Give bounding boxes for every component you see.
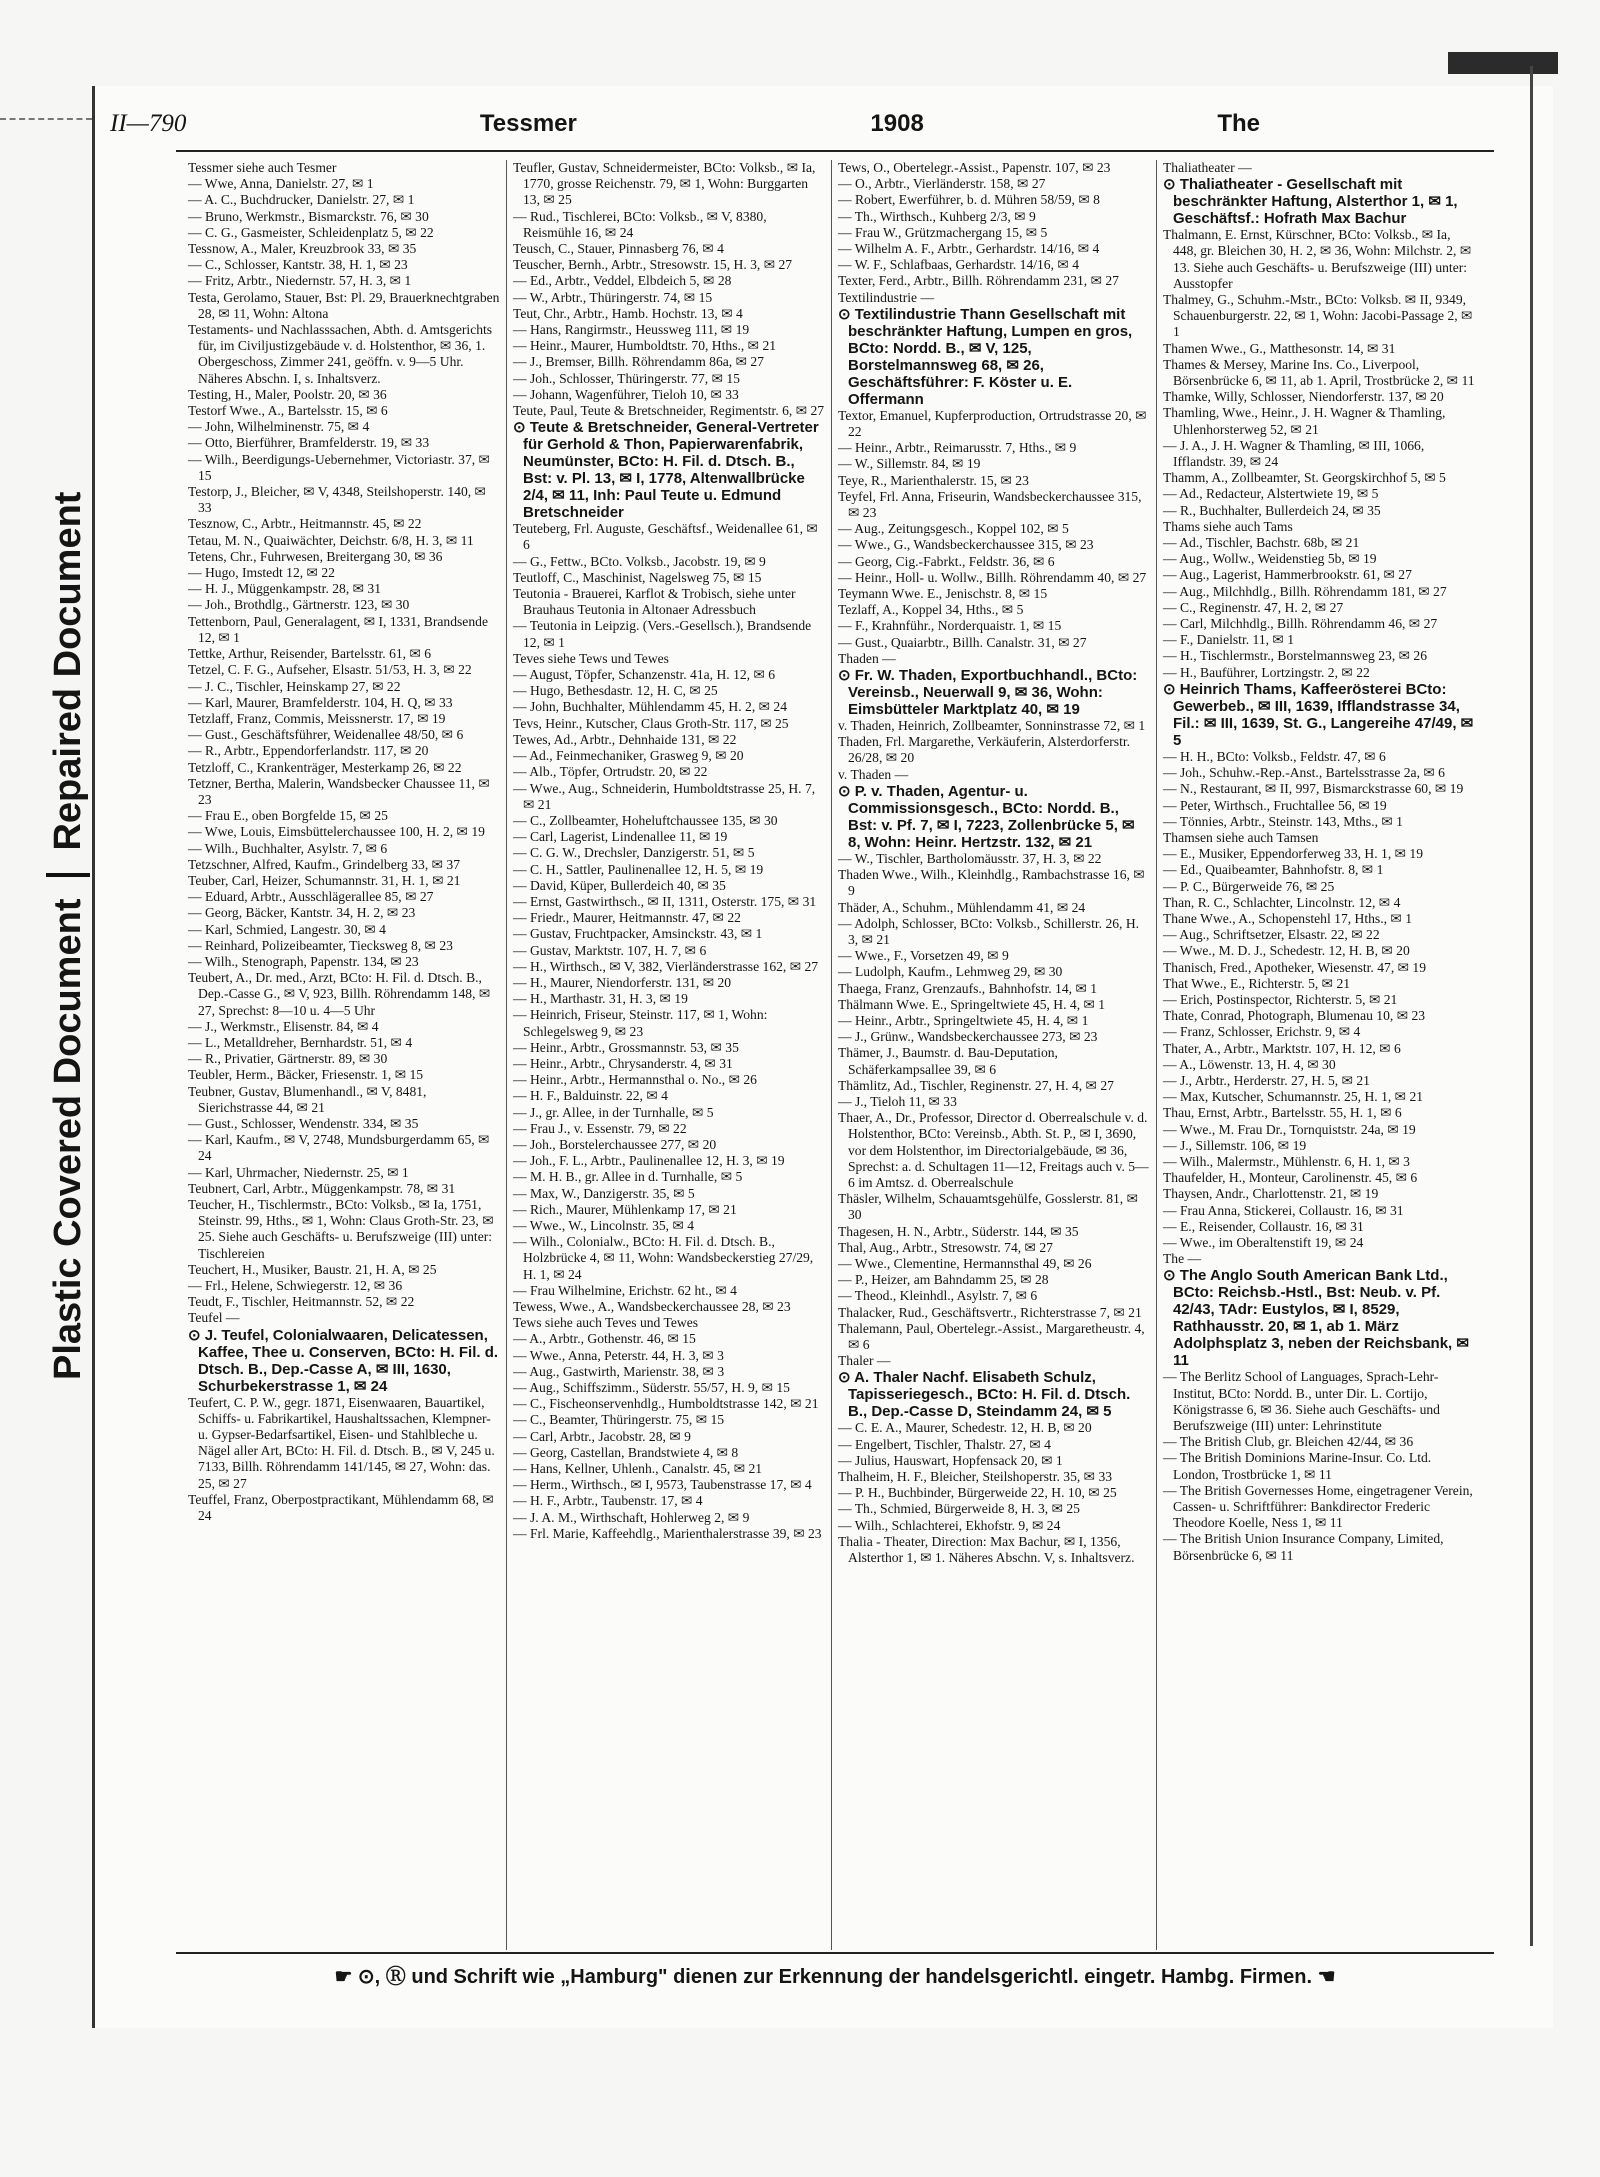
directory-entry: — H. J., Müggenkampstr. 28, ✉ 31 — [188, 581, 382, 597]
directory-entry: — H. H., BCto: Volksb., Feldstr. 47, ✉ 6 — [1163, 748, 1386, 764]
directory-entry: — The British Club, gr. Bleichen 42/44, ✉ 36 — [1163, 1434, 1414, 1450]
directory-entry: — O., Arbtr., Vierländerstr. 158, ✉ 27 — [838, 176, 1046, 192]
directory-entry: — W., Sillemstr. 84, ✉ 19 — [838, 456, 981, 472]
directory-entry: — C. G. W., Drechsler, Danzigerstr. 51, ✉ 5 — [513, 845, 755, 861]
directory-entry: Thames & Mersey, Marine Ins. Co., Liverpool, Börsenbrücke 6, ✉ 11, ab 1. April, Trostbrücke 2, ✉ 11 — [1163, 356, 1475, 389]
directory-entry: — Hans, Kellner, Uhlenh., Canalstr. 45, ✉ 21 — [513, 1461, 763, 1477]
directory-entry: — Heinr., Arbtr., Grossmannstr. 53, ✉ 35 — [513, 1039, 739, 1055]
directory-entry: — Wwe., F., Vorsetzen 49, ✉ 9 — [838, 948, 1009, 964]
directory-entry: Thal, Aug., Arbtr., Stresowstr. 74, ✉ 27 — [838, 1239, 1053, 1255]
directory-entry: ⊙ Fr. W. Thaden, Exportbuchhandl., BCto: Vereinsb., Neuerwall 9, ✉ 36, Wohn: Eimsbütteler Marktplatz 40, ✉ 19 — [838, 667, 1138, 719]
directory-entry: — E., Reisender, Collaustr. 16, ✉ 31 — [1163, 1218, 1364, 1234]
directory-entry: Teufert, C. P. W., gegr. 1871, Eisenwaaren, Bauartikel, Schiffs- u. Fabrikartikel, Haushaltssachen, Klempner- u. Gypser-Bedarfsartikel, Eisen- und Stahlbleche u. Nägel aller Art, BCto: H. Fil. d. Dtsch. B., ✉ V, 245 u. 7133, Billh. Röhrendamm 141/145, ✉ 27, Wohn: das. 25, ✉ 27 — [188, 1394, 495, 1491]
directory-entry: — Alb., Töpfer, Ortrudstr. 20, ✉ 22 — [513, 764, 708, 780]
side-label-top: Repaired Document — [46, 491, 89, 851]
directory-entry: Teucher, H., Tischlermstr., BCto: Volksb., ✉ Ia, 1751, Steinstr. 99, Hths., ✉ 1, Wohn: Claus Groth-Str. 23, ✉ 25. Siehe auch Geschäfts- u. Berufszweige (III) unter: Tischlereien — [188, 1197, 494, 1261]
directory-entry: Tettke, Arthur, Reisender, Bartelsstr. 61, ✉ 6 — [188, 646, 432, 662]
directory-entry: — Georg, Castellan, Brandstwiete 4, ✉ 8 — [513, 1444, 739, 1460]
directory-entry: — Gust., Schlosser, Wendenstr. 334, ✉ 35 — [188, 1115, 419, 1131]
directory-entry: — August, Töpfer, Schanzenstr. 41a, H. 12, ✉ 6 — [513, 667, 776, 683]
directory-entry: Thaer, A., Dr., Professor, Director d. Oberrealschule v. d. Holstenthor, BCto: Vereinsb., Abth. St. P., ✉ I, 3690, vor dem Holstenthor, im Directorialgebäude, ✉ 36, Sprechst: a. d. Schultagen 11—12, Freitags auch v. 5—6 im Amtsz. d. Oberrealschule — [838, 1110, 1149, 1190]
directory-entry: Thalia - Theater, Direction: Max Bachur, ✉ I, 1356, Alsterthor 1, ✉ 1. Näheres Abschn. V, s. Inhaltsverz. — [838, 1533, 1135, 1566]
directory-entry: — A., Löwenstr. 13, H. 4, ✉ 30 — [1163, 1056, 1336, 1072]
directory-entry: — Tönnies, Arbtr., Steinstr. 143, Mths., ✉ 1 — [1163, 813, 1403, 829]
cut-line — [0, 118, 92, 120]
directory-entry: Than, R. C., Schlachter, Lincolnstr. 12, ✉ 4 — [1163, 894, 1401, 910]
directory-entry: Thalemann, Paul, Obertelegr.-Assist., Margaretheustr. 4, ✉ 6 — [838, 1320, 1145, 1352]
side-label-bottom: Plastic Covered Document — [46, 898, 89, 1380]
directory-entry: — Joh., Schlosser, Thüringerstr. 77, ✉ 15 — [513, 370, 740, 386]
directory-entry: — H., Bauführer, Lortzingstr. 2, ✉ 22 — [1163, 664, 1370, 680]
directory-entry: — N., Restaurant, ✉ II, 997, Bismarckstrasse 60, ✉ 19 — [1163, 781, 1464, 797]
directory-columns — [182, 160, 1482, 1950]
directory-entry: Thämer, J., Baumstr. d. Bau-Deputation, Schäferkampsallee 39, ✉ 6 — [838, 1045, 1058, 1077]
directory-entry: — Carl, Milchhdlg., Billh. Röhrendamm 46, ✉ 27 — [1163, 616, 1438, 632]
directory-entry: — Friedr., Maurer, Heitmannstr. 47, ✉ 22 — [513, 910, 741, 926]
directory-entry: — Frau Wilhelmine, Erichstr. 62 ht., ✉ 4 — [513, 1282, 737, 1298]
directory-entry: — Hugo, Bethesdastr. 12, H. C, ✉ 25 — [513, 683, 718, 699]
directory-entry: — Franz, Schlosser, Erichstr. 9, ✉ 4 — [1163, 1024, 1361, 1040]
directory-entry: — J., gr. Allee, in der Turnhalle, ✉ 5 — [513, 1104, 714, 1120]
directory-entry: Tettenborn, Paul, Generalagent, ✉ I, 1331, Brandsende 12, ✉ 1 — [188, 613, 488, 645]
directory-entry: — J., Grünw., Wandsbeckerchaussee 273, ✉ 23 — [838, 1029, 1098, 1045]
directory-entry: That Wwe., E., Richterstr. 5, ✉ 21 — [1163, 975, 1351, 991]
footer-note: ☛ ⊙, Ⓡ und Schrift wie „Hamburg" dienen zur Erkennung der handelsgerichtl. eingetr. Hambg. Firmen. ☚ — [176, 1952, 1494, 1989]
header-rule — [176, 150, 1494, 152]
directory-entry: — J., Werkmstr., Elisenstr. 84, ✉ 4 — [188, 1018, 379, 1034]
directory-entry: — Engelbert, Tischler, Thalstr. 27, ✉ 4 — [838, 1436, 1051, 1452]
directory-entry: ⊙ The Anglo South American Bank Ltd., BCto: Reichsb.-Hstl., Bst: Neub. v. Pf. 42/43, TAdr: Eustylos, ✉ I, 8529, Rathhausstr. 20, ✉ 1, ab 1. März Adolphsplatz 3, neben der Reichsbank, ✉ 11 — [1163, 1267, 1469, 1370]
directory-entry: Tetzloff, C., Krankenträger, Mesterkamp 26, ✉ 22 — [188, 759, 462, 775]
directory-entry: — Wwe., M. D. J., Schedestr. 12, H. B, ✉ 20 — [1163, 943, 1410, 959]
directory-entry: — The Berlitz School of Languages, Sprach-Lehr-Institut, BCto: Nordd. B., unter Dir. L. Cortijo, Königstrasse 6, ✉ 36. Siehe auch Geschäfts- und Berufszweige (III) unter: Lehrinstitute — [1163, 1369, 1440, 1433]
directory-entry: — J. A., J. H. Wagner & Thamling, ✉ III, 1066, Ifflandstr. 39, ✉ 24 — [1163, 437, 1425, 470]
directory-entry: — A., Arbtr., Gothenstr. 46, ✉ 15 — [513, 1331, 696, 1347]
directory-entry: — Wwe, Louis, Eimsbüttelerchaussee 100, H. 2, ✉ 19 — [188, 824, 485, 840]
directory-entry: — R., Buchhalter, Bullerdeich 24, ✉ 35 — [1163, 502, 1381, 518]
directory-entry: — H., Tischlermstr., Borstelmannsweg 23, ✉ 26 — [1163, 648, 1428, 664]
directory-entry: Thamke, Willy, Schlosser, Niendorferstr. 137, ✉ 20 — [1163, 389, 1444, 405]
directory-entry: — Th., Wirthsch., Kuhberg 2/3, ✉ 9 — [838, 208, 1036, 224]
directory-entry: — Wwe, Anna, Danielstr. 27, ✉ 1 — [188, 176, 374, 192]
directory-entry: Teuscher, Bernh., Arbtr., Stresowstr. 15, H. 3, ✉ 27 — [513, 257, 793, 273]
directory-entry: Thamm, A., Zollbeamter, St. Georgskirchhof 5, ✉ 5 — [1163, 470, 1446, 486]
directory-entry: Tewess, Wwe., A., Wandsbeckerchaussee 28, ✉ 23 — [513, 1299, 791, 1314]
directory-entry: — P. C., Bürgerweide 76, ✉ 25 — [1163, 878, 1335, 894]
directory-entry: — H. F., Arbtr., Taubenstr. 17, ✉ 4 — [513, 1493, 703, 1509]
directory-entry: — Ed., Arbtr., Veddel, Elbdeich 5, ✉ 28 — [513, 273, 732, 289]
directory-entry: — Gust., Quaiarbtr., Billh. Canalstr. 31, ✉ 27 — [838, 634, 1087, 650]
directory-entry: — H., Maurer, Niendorferstr. 131, ✉ 20 — [513, 974, 732, 990]
directory-entry: Teusch, C., Stauer, Pinnasberg 76, ✉ 4 — [513, 241, 724, 257]
directory-entry: Tessmer siehe auch Tesmer — [188, 160, 337, 175]
directory-entry: — Frau J., v. Essenstr. 79, ✉ 22 — [513, 1120, 687, 1136]
directory-entry: Tetzner, Bertha, Malerin, Wandsbecker Chaussee 11, ✉ 23 — [188, 775, 490, 807]
directory-entry: — C., Zollbeamter, Hoheluftchaussee 135, ✉ 30 — [513, 812, 778, 828]
directory-entry: ⊙ P. v. Thaden, Agentur- u. Commissionsgesch., BCto: Nordd. B., Bst: v. Pf. 7, ✉ I, 7223, Zollenbrücke 5, ✉ 8, Wohn: Heinr. Hertzstr. 132, ✉ 21 — [838, 782, 1135, 851]
directory-entry: Thaden Wwe., Wilh., Kleinhdlg., Rambachstrasse 16, ✉ 9 — [838, 867, 1145, 899]
directory-entry: Teubler, Herm., Bäcker, Friesenstr. 1, ✉ 15 — [188, 1067, 424, 1083]
directory-entry: Teuchert, H., Musiker, Baustr. 21, H. A, ✉ 25 — [188, 1261, 437, 1277]
directory-entry: — Gust., Geschäftsführer, Weidenallee 48/50, ✉ 6 — [188, 727, 464, 743]
directory-entry: Thaliatheater — — [1163, 160, 1252, 175]
directory-entry: — Wwe., W., Lincolnstr. 35, ✉ 4 — [513, 1217, 695, 1233]
directory-entry: — Hans, Rangirmstr., Heussweg 111, ✉ 19 — [513, 322, 750, 338]
directory-entry: — Wilh., Stenograph, Papenstr. 134, ✉ 23 — [188, 953, 419, 969]
directory-entry: — P. H., Buchbinder, Bürgerweide 22, H. 10, ✉ 25 — [838, 1485, 1117, 1501]
directory-entry: Thagesen, H. N., Arbtr., Süderstr. 144, ✉ 35 — [838, 1223, 1079, 1239]
directory-entry: — A. C., Buchdrucker, Danielstr. 27, ✉ 1 — [188, 192, 415, 208]
directory-entry: Thanisch, Fred., Apotheker, Wiesenstr. 47, ✉ 19 — [1163, 959, 1426, 975]
directory-entry: — Fritz, Arbtr., Niedernstr. 57, H. 3, ✉ 1 — [188, 273, 412, 289]
directory-entry: — David, Küper, Bullerdeich 40, ✉ 35 — [513, 877, 726, 893]
directory-entry: — Ad., Feinmechaniker, Grasweg 9, ✉ 20 — [513, 748, 744, 764]
directory-entry: — Wilh., Colonialw., BCto: H. Fil. d. Dtsch. B., Holzbrücke 4, ✉ 11, Wohn: Wandsbeckerstieg 27/29, H. 1, ✉ 24 — [513, 1234, 814, 1282]
directory-entry: Thaega, Franz, Grenzaufs., Bahnhofstr. 14, ✉ 1 — [838, 980, 1098, 996]
directory-entry: Texter, Ferd., Arbtr., Billh. Röhrendamm 231, ✉ 27 — [838, 273, 1119, 289]
side-label — [38, 140, 98, 1380]
directory-entry: — Aug., Wollw., Weidenstieg 5b, ✉ 19 — [1163, 551, 1377, 567]
directory-entry: Testa, Gerolamo, Stauer, Bst: Pl. 29, Brauerknechtgraben 28, ✉ 11, Wohn: Altona — [188, 289, 500, 321]
directory-entry: Tewes, Ad., Arbtr., Dehnhaide 131, ✉ 22 — [513, 731, 737, 747]
directory-entry: Thamen Wwe., G., Matthesonstr. 14, ✉ 31 — [1163, 340, 1396, 356]
directory-entry: — H., Marthastr. 31, H. 3, ✉ 19 — [513, 991, 688, 1007]
directory-entry: Testing, H., Maler, Poolstr. 20, ✉ 36 — [188, 386, 387, 402]
directory-entry: ⊙ Teute & Bretschneider, General-Vertreter für Gerhold & Thon, Papierwarenfabrik, Neumünster, BCto: H. Fil. d. Dtsch. B., Bst: v. Pl. 13, ✉ I, 1778, Altenwallbrücke 2/4, ✉ 11, Inh: Paul Teute u. Edmund Bretschneider — [513, 419, 819, 522]
directory-entry: — Gustav, Fruchtpacker, Amsinckstr. 43, ✉ 1 — [513, 926, 763, 942]
directory-entry: — F., Krahnführ., Norderquaistr. 1, ✉ 15 — [838, 618, 1062, 634]
page-number: II—790 — [110, 110, 187, 137]
directory-entry: — G., Fettw., BCto. Volksb., Jacobstr. 19, ✉ 9 — [513, 553, 766, 569]
directory-entry: — Teutonia in Leipzig. (Vers.-Gesellsch.), Brandsende 12, ✉ 1 — [513, 618, 812, 650]
directory-entry: Teymann Wwe. E., Jenischstr. 8, ✉ 15 — [838, 586, 1048, 602]
directory-entry: Teuber, Carl, Heizer, Schumannstr. 31, H. 1, ✉ 21 — [188, 872, 461, 888]
directory-entry: — Peter, Wirthsch., Fruchtallee 56, ✉ 19 — [1163, 797, 1387, 813]
directory-entry: Thaysen, Andr., Charlottenstr. 21, ✉ 19 — [1163, 1186, 1379, 1202]
directory-entry: — Gustav, Marktstr. 107, H. 7, ✉ 6 — [513, 942, 707, 958]
directory-entry: — C. E. A., Maurer, Schedestr. 12, H. B, ✉ 20 — [838, 1420, 1092, 1436]
directory-entry: — Georg, Cig.-Fabrkt., Feldstr. 36, ✉ 6 — [838, 553, 1055, 569]
directory-entry: — Wilhelm A. F., Arbtr., Gerhardstr. 14/16, ✉ 4 — [838, 241, 1100, 257]
directory-entry: — Karl, Kaufm., ✉ V, 2748, Mundsburgerdamm 65, ✉ 24 — [188, 1132, 490, 1164]
directory-entry: Thäder, A., Schuhm., Mühlendamm 41, ✉ 24 — [838, 899, 1086, 915]
directory-entry: Thalacker, Rud., Geschäftsvertr., Richterstrasse 7, ✉ 21 — [838, 1304, 1142, 1320]
directory-entry: — Ad., Tischler, Bachstr. 68b, ✉ 21 — [1163, 535, 1360, 551]
directory-entry: — Joh., Borstelerchaussee 277, ✉ 20 — [513, 1136, 717, 1152]
directory-entry: Thater, A., Arbtr., Marktstr. 107, H. 12, ✉ 6 — [1163, 1040, 1401, 1056]
directory-entry: — Wwe., G., Wandsbeckerchaussee 315, ✉ 23 — [838, 537, 1094, 553]
directory-entry: — Erich, Postinspector, Richterstr. 5, ✉ 21 — [1163, 991, 1398, 1007]
directory-entry: — Hugo, Imstedt 12, ✉ 22 — [188, 565, 335, 581]
directory-entry: — Wilh., Malermstr., Mühlenstr. 6, H. 1, ✉ 3 — [1163, 1153, 1410, 1169]
directory-entry: Thaden — — [838, 650, 896, 666]
directory-entry: Thaden, Frl. Margarethe, Verkäuferin, Alsterdorferstr. 26/28, ✉ 20 — [838, 734, 1131, 766]
directory-entry: — Frau E., oben Borgfelde 15, ✉ 25 — [188, 808, 388, 824]
directory-entry: Teufler, Gustav, Schneidermeister, BCto: Volksb., ✉ Ia, 1770, grosse Reichenstr. 79, ✉ 1, Wohn: Burggarten 13, ✉ 25 — [513, 160, 816, 208]
directory-entry: Tetens, Chr., Fuhrwesen, Breitergang 30, ✉ 36 — [188, 548, 443, 564]
directory-entry: — Joh., F. L., Arbtr., Paulinenallee 12, H. 3, ✉ 19 — [513, 1153, 785, 1169]
directory-entry: ⊙ Heinrich Thams, Kaffeerösterei BCto: Gewerbeb., ✉ III, 1639, Ifflandstrasse 34, Fil.: ✉ III, 1639, St. G., Langereihe 47/49, ✉ 5 — [1163, 680, 1474, 749]
directory-entry: — F., Danielstr. 11, ✉ 1 — [1163, 632, 1295, 648]
directory-entry: — John, Wilhelminenstr. 75, ✉ 4 — [188, 419, 370, 435]
directory-entry: — Ad., Redacteur, Alstertwiete 19, ✉ 5 — [1163, 486, 1379, 502]
directory-entry: — Aug., Schriftsetzer, Elsastr. 22, ✉ 22 — [1163, 927, 1380, 943]
directory-entry: Thalheim, H. F., Bleicher, Steilshoperstr. 35, ✉ 33 — [838, 1469, 1113, 1484]
directory-entry: — Reinhard, Polizeibeamter, Tiecksweg 8, ✉ 23 — [188, 937, 453, 953]
directory-entry: Teute, Paul, Teute & Bretschneider, Regimentstr. 6, ✉ 27 — [513, 403, 825, 419]
directory-entry: — Aug., Milchhdlg., Billh. Röhrendamm 181, ✉ 27 — [1163, 583, 1447, 599]
directory-entry: — Heinr., Arbtr., Reimarusstr. 7, Hths., ✉ 9 — [838, 440, 1077, 456]
directory-entry: — John, Buchhalter, Mühlendamm 45, H. 2, ✉ 24 — [513, 699, 788, 715]
directory-entry: — W., Tischler, Bartholomäusstr. 37, H. 3, ✉ 22 — [838, 850, 1102, 866]
directory-entry: Tevs, Heinr., Kutscher, Claus Groth-Str. 117, ✉ 25 — [513, 715, 789, 731]
directory-entry: Thalmann, E. Ernst, Kürschner, BCto: Volksb., ✉ Ia, 448, gr. Bleichen 30, H. 2, ✉ 36, Wohn: Milchstr. 2, ✉ 13. Siehe auch Geschäfts- u. Berufszweige (III) unter: Ausstopfer — [1163, 227, 1472, 291]
page-tab — [1448, 52, 1558, 74]
directory-entry: Tews, O., Obertelegr.-Assist., Papenstr. 107, ✉ 23 — [838, 160, 1111, 175]
directory-entry: Thaufelder, H., Monteur, Carolinenstr. 45, ✉ 6 — [1163, 1170, 1418, 1186]
directory-entry: — Herm., Wirthsch., ✉ I, 9573, Taubenstrasse 17, ✉ 4 — [513, 1477, 812, 1493]
directory-entry: ⊙ A. Thaler Nachf. Elisabeth Schulz, Tapisseriegesch., BCto: H. Fil. d. Dtsch. B., Dep.-Casse D, Steindamm 24, ✉ 5 — [838, 1369, 1131, 1421]
directory-entry: — J. C., Tischler, Heinskamp 27, ✉ 22 — [188, 678, 401, 694]
directory-entry: Teuffel, Franz, Oberpostpractikant, Mühlendamm 68, ✉ 24 — [188, 1491, 494, 1524]
directory-entry: v. Thaden, Heinrich, Zollbeamter, Sonninstrasse 72, ✉ 1 — [838, 718, 1146, 734]
directory-entry: — J., Bremser, Billh. Röhrendamm 86a, ✉ 27 — [513, 354, 764, 370]
directory-entry: Teubert, A., Dr. med., Arzt, BCto: H. Fil. d. Dtsch. B., Dep.-Casse G., ✉ V, 923, Billh. Röhrendamm 148, ✉ 27, Sprechst: 8—10 u. 4—5 Uhr — [188, 970, 491, 1018]
directory-entry: — Frl., Helene, Schwiegerstr. 12, ✉ 36 — [188, 1278, 403, 1294]
directory-entry: — Wwe., Clementine, Hermannsthal 49, ✉ 26 — [838, 1255, 1092, 1271]
directory-entry: Teubnert, Carl, Arbtr., Müggenkampstr. 78, ✉ 31 — [188, 1180, 456, 1196]
last-word: The — [1217, 110, 1260, 137]
directory-entry: — Ed., Quaibeamter, Bahnhofstr. 8, ✉ 1 — [1163, 862, 1384, 878]
directory-entry: Textilindustrie — — [838, 289, 935, 305]
directory-entry: Tessnow, A., Maler, Kreuzbrook 33, ✉ 35 — [188, 241, 417, 257]
directory-entry: — Ernst, Gastwirthsch., ✉ II, 1311, Osterstr. 175, ✉ 31 — [513, 893, 817, 909]
directory-entry: — Wilh., Buchhalter, Asylstr. 7, ✉ 6 — [188, 840, 388, 856]
directory-entry: Thau, Ernst, Arbtr., Bartelsstr. 55, H. 1, ✉ 6 — [1163, 1105, 1402, 1121]
directory-entry: Thäsler, Wilhelm, Schauamtsgehülfe, Gosslerstr. 81, ✉ 30 — [838, 1191, 1138, 1223]
directory-entry: — Joh., Brothdlg., Gärtnerstr. 123, ✉ 30 — [188, 597, 410, 613]
year: 1908 — [870, 110, 924, 137]
directory-entry: Textor, Emanuel, Kupferproduction, Ortrudstrasse 20, ✉ 22 — [838, 407, 1147, 440]
directory-entry: — Wwe., Anna, Peterstr. 44, H. 3, ✉ 3 — [513, 1347, 724, 1363]
directory-entry: — Heinrich, Friseur, Steinstr. 117, ✉ 1, Wohn: Schlegelsweg 9, ✉ 23 — [513, 1007, 768, 1039]
directory-entry: — Eduard, Arbtr., Ausschlägerallee 85, ✉ 27 — [188, 889, 434, 905]
directory-entry: — Carl, Lagerist, Lindenallee 11, ✉ 19 — [513, 829, 728, 845]
directory-entry: — The British Union Insurance Company, Limited, Börsenbrücke 6, ✉ 11 — [1163, 1531, 1444, 1563]
directory-entry: Thaler — — [838, 1353, 891, 1369]
directory-entry: Thane Wwe., A., Schopenstehl 17, Hths., ✉ 1 — [1163, 910, 1412, 926]
directory-entry: Tews siehe auch Teves und Tewes — [513, 1315, 699, 1331]
directory-entry: — J. A. M., Wirthschaft, Hohlerweg 2, ✉ 9 — [513, 1509, 750, 1525]
directory-entry: — Heinr., Maurer, Humboldtstr. 70, Hths., ✉ 21 — [513, 338, 777, 354]
directory-entry: Testorp, J., Bleicher, ✉ V, 4348, Steilshoperstr. 140, ✉ 33 — [188, 484, 486, 516]
directory-entry: — H., Wirthsch., ✉ V, 382, Vierländerstrasse 162, ✉ 27 — [513, 958, 819, 974]
directory-entry: Testorf Wwe., A., Bartelsstr. 15, ✉ 6 — [188, 403, 388, 419]
directory-entry: Thalmey, G., Schuhm.-Mstr., BCto: Volksb. ✉ II, 9349, Schauenburgerstr. 22, ✉ 1, Wohn: Jacobi-Passage 2, ✉ 1 — [1163, 292, 1473, 340]
directory-entry: — R., Arbtr., Eppendorferlandstr. 117, ✉ 20 — [188, 743, 429, 759]
directory-entry: — Max, W., Danzigerstr. 35, ✉ 5 — [513, 1185, 695, 1201]
directory-entry: — Karl, Schmied, Langestr. 30, ✉ 4 — [188, 921, 386, 937]
directory-entry: — W., Arbtr., Thüringerstr. 74, ✉ 15 — [513, 289, 713, 305]
directory-entry: — Max, Kutscher, Schumannstr. 25, H. 1, ✉ 21 — [1163, 1089, 1424, 1105]
directory-entry: — L., Metalldreher, Bernhardstr. 51, ✉ 4 — [188, 1034, 413, 1050]
directory-entry: Thams siehe auch Tams — [1163, 518, 1293, 534]
directory-entry: ⊙ Textilindustrie Thann Gesellschaft mit beschränkter Haftung, Lumpen en gros, BCto: Nordd. B., ✉ V, 125, Borstelmannsweg 68, ✉ 26, Geschäftsführer: F. Köster u. E. Offermann — [838, 305, 1133, 408]
directory-entry: Teufel — — [188, 1310, 240, 1326]
directory-entry: — Frau W., Grützmachergang 15, ✉ 5 — [838, 224, 1048, 240]
directory-entry: — C., Beamter, Thüringerstr. 75, ✉ 15 — [513, 1412, 725, 1428]
directory-entry: Tezlaff, A., Koppel 34, Hths., ✉ 5 — [838, 602, 1024, 618]
directory-entry: — Frl. Marie, Kaffeehdlg., Marienthalerstrasse 39, ✉ 23 — [513, 1525, 822, 1541]
directory-entry: — Otto, Bierführer, Bramfelderstr. 19, ✉ 33 — [188, 435, 430, 451]
directory-entry: — C. G., Gasmeister, Schleidenplatz 5, ✉ 22 — [188, 224, 434, 240]
directory-entry: ⊙ Thaliatheater - Gesellschaft mit beschränkter Haftung, Alsterthor 1, ✉ 1, Geschäftsf.: Hofrath Max Bachur — [1163, 176, 1458, 228]
directory-entry: — Julius, Hauswart, Hopfensack 20, ✉ 1 — [838, 1452, 1063, 1468]
directory-entry: — Heinr., Arbtr., Springeltwiete 45, H. 4, ✉ 1 — [838, 1012, 1089, 1028]
directory-entry: — Wwe., M. Frau Dr., Tornquiststr. 24a, ✉ 19 — [1163, 1121, 1416, 1137]
column-2 — [507, 160, 832, 1950]
directory-entry: Teubner, Gustav, Blumenhandl., ✉ V, 8481, Sierichstrasse 44, ✉ 21 — [188, 1083, 427, 1115]
directory-entry: Tesznow, C., Arbtr., Heitmannstr. 45, ✉ 22 — [188, 516, 422, 532]
directory-entry: — J., Arbtr., Herderstr. 27, H. 5, ✉ 21 — [1163, 1072, 1370, 1088]
directory-entry: The — — [1163, 1251, 1202, 1267]
directory-entry: Thämlitz, Ad., Tischler, Reginenstr. 27, H. 4, ✉ 27 — [838, 1077, 1114, 1093]
directory-entry: — Heinr., Arbtr., Chrysanderstr. 4, ✉ 31 — [513, 1055, 733, 1071]
column-4 — [1157, 160, 1482, 1950]
directory-entry: — C., Reginenstr. 47, H. 2, ✉ 27 — [1163, 599, 1344, 615]
directory-entry: — E., Musiker, Eppendorferweg 33, H. 1, ✉ 19 — [1163, 846, 1424, 862]
directory-entry: Teuteberg, Frl. Auguste, Geschäftsf., Weidenallee 61, ✉ 6 — [513, 521, 818, 553]
directory-entry: Tetzlaff, Franz, Commis, Meissnerstr. 17, ✉ 19 — [188, 710, 446, 726]
directory-entry: Thate, Conrad, Photograph, Blumenau 10, ✉ 23 — [1163, 1008, 1426, 1024]
directory-entry: — Wwe., Aug., Schneiderin, Humboldtstrasse 25, H. 7, ✉ 21 — [513, 780, 816, 812]
directory-entry: — H. F., Balduinstr. 22, ✉ 4 — [513, 1088, 668, 1104]
directory-entry: — J., Tieloh 11, ✉ 33 — [838, 1093, 957, 1109]
page-edge — [1530, 66, 1533, 1946]
directory-entry: Tetau, M. N., Quaiwächter, Deichstr. 6/8, H. 3, ✉ 11 — [188, 532, 474, 548]
directory-entry: Teut, Chr., Arbtr., Hamb. Hochstr. 13, ✉ 4 — [513, 305, 743, 321]
directory-entry: Thälmann Wwe. E., Springeltwiete 45, H. 4, ✉ 1 — [838, 996, 1106, 1012]
directory-entry: — The British Dominions Marine-Insur. Co. Ltd. London, Trostbrücke 1, ✉ 11 — [1163, 1450, 1432, 1482]
directory-entry: Tetzel, C. F. G., Aufseher, Elsastr. 51/53, H. 3, ✉ 22 — [188, 662, 472, 678]
directory-entry: Testaments- und Nachlasssachen, Abth. d. Amtsgerichts für, im Civiljustizgebäude v. d. Holstenthor, ✉ 36, 1. Obergeschoss, Zimmer 241, geöffn. v. 9—5 Uhr. Näheres Abschn. I, s. Inhaltsverz. — [188, 322, 493, 386]
directory-entry: — Aug., Schiffszimm., Süderstr. 55/57, H. 9, ✉ 15 — [513, 1380, 790, 1396]
directory-entry: — C., Schlosser, Kantstr. 38, H. 1, ✉ 23 — [188, 257, 408, 273]
column-3 — [832, 160, 1157, 1950]
directory-entry: Teves siehe Tews und Tewes — [513, 650, 669, 666]
directory-entry: Teutloff, C., Maschinist, Nagelsweg 75, ✉ 15 — [513, 569, 762, 585]
side-label-separator — [46, 873, 90, 877]
directory-entry: — P., Heizer, am Bahndamm 25, ✉ 28 — [838, 1272, 1049, 1288]
directory-entry: — Bruno, Werkmstr., Bismarckstr. 76, ✉ 30 — [188, 208, 429, 224]
directory-entry: — Aug., Gastwirth, Marienstr. 38, ✉ 3 — [513, 1363, 725, 1379]
column-1 — [182, 160, 507, 1950]
directory-entry: Thamsen siehe auch Tamsen — [1163, 829, 1319, 845]
directory-entry: — Robert, Ewerführer, b. d. Mühren 58/59, ✉ 8 — [838, 192, 1100, 208]
directory-entry: Teudt, F., Tischler, Heitmannstr. 52, ✉ 22 — [188, 1294, 415, 1310]
directory-entry: — W. F., Schlafbaas, Gerhardstr. 14/16, ✉ 4 — [838, 257, 1079, 273]
page-header — [110, 110, 1260, 150]
directory-entry: — C. H., Sattler, Paulinenallee 12, H. 5, ✉ 19 — [513, 861, 764, 877]
directory-entry: — Johann, Wagenführer, Tieloh 10, ✉ 33 — [513, 386, 739, 402]
first-word: Tessmer — [479, 110, 577, 137]
directory-entry: v. Thaden — — [838, 766, 909, 782]
directory-entry: — Carl, Arbtr., Jacobstr. 28, ✉ 9 — [513, 1428, 691, 1444]
directory-entry: — Karl, Uhrmacher, Niedernstr. 25, ✉ 1 — [188, 1164, 409, 1180]
directory-entry: — R., Privatier, Gärtnerstr. 89, ✉ 30 — [188, 1051, 388, 1067]
directory-entry: Thamling, Wwe., Heinr., J. H. Wagner & Thamling, Uhlenhorsterweg 52, ✉ 21 — [1163, 405, 1446, 437]
directory-entry: — Heinr., Arbtr., Hermannsthal o. No., ✉ 26 — [513, 1072, 757, 1088]
directory-entry: — C., Fischeonservenhdlg., Humboldtstrasse 142, ✉ 21 — [513, 1396, 819, 1412]
directory-entry: — Heinr., Holl- u. Wollw., Billh. Röhrendamm 40, ✉ 27 — [838, 569, 1147, 585]
directory-entry: — Aug., Lagerist, Hammerbrookstr. 61, ✉ 27 — [1163, 567, 1412, 583]
directory-entry: — Wilh., Schlachterei, Ekhofstr. 9, ✉ 24 — [838, 1517, 1061, 1533]
directory-entry: — Rud., Tischlerei, BCto: Volksb., ✉ V, 8380, Reismühle 16, ✉ 24 — [513, 208, 767, 240]
directory-entry: — Th., Schmied, Bürgerweide 8, H. 3, ✉ 25 — [838, 1501, 1080, 1517]
directory-entry: — Karl, Maurer, Bramfelderstr. 104, H. Q, ✉ 33 — [188, 694, 453, 710]
directory-entry: — Frau Anna, Stickerei, Collaustr. 16, ✉ 31 — [1163, 1202, 1404, 1218]
directory-entry: — Adolph, Schlosser, BCto: Volksb., Schillerstr. 26, H. 3, ✉ 21 — [838, 915, 1140, 947]
directory-entry: Teyfel, Frl. Anna, Friseurin, Wandsbeckerchaussee 315, ✉ 23 — [838, 488, 1142, 521]
directory-entry: — Georg, Bäcker, Kantstr. 34, H. 2, ✉ 23 — [188, 905, 416, 921]
directory-entry: — Wwe., im Oberaltenstift 19, ✉ 24 — [1163, 1234, 1364, 1250]
directory-entry: — Aug., Zeitungsgesch., Koppel 102, ✉ 5 — [838, 521, 1069, 537]
directory-entry: — The British Governesses Home, eingetragener Verein, Cassen- u. Schriftführer: Bankdirector Frederic Theodore Koelle, Ness 1, ✉ 11 — [1163, 1482, 1473, 1531]
directory-entry: Tetzschner, Alfred, Kaufm., Grindelberg 33, ✉ 37 — [188, 856, 460, 872]
directory-entry: — Joh., Schuhw.-Rep.-Anst., Bartelsstrasse 2a, ✉ 6 — [1163, 765, 1445, 781]
directory-entry: — J., Sillemstr. 106, ✉ 19 — [1163, 1137, 1307, 1153]
directory-entry: — Wilh., Beerdigungs-Uebernehmer, Victoriastr. 37, ✉ 15 — [188, 451, 490, 483]
directory-entry: — Ludolph, Kaufm., Lehmweg 29, ✉ 30 — [838, 964, 1063, 980]
directory-entry: — Theod., Kleinhdl., Asylstr. 7, ✉ 6 — [838, 1288, 1038, 1304]
directory-entry: — Rich., Maurer, Mühlenkamp 17, ✉ 21 — [513, 1201, 737, 1217]
directory-entry: Teye, R., Marienthalerstr. 15, ✉ 23 — [838, 472, 1029, 488]
directory-entry: ⊙ J. Teufel, Colonialwaaren, Delicatessen, Kaffee, Thee u. Conserven, BCto: H. Fil. d. Dtsch. B., Dep.-Casse A, ✉ III, 1630, Schurbekerstrasse 1, ✉ 24 — [188, 1326, 499, 1395]
directory-entry: — M. H. B., gr. Allee in d. Turnhalle, ✉ 5 — [513, 1169, 743, 1185]
directory-entry: Teutonia - Brauerei, Karflot & Trobisch, siehe unter Brauhaus Teutonia in Altonaer Adressbuch — [513, 586, 796, 618]
